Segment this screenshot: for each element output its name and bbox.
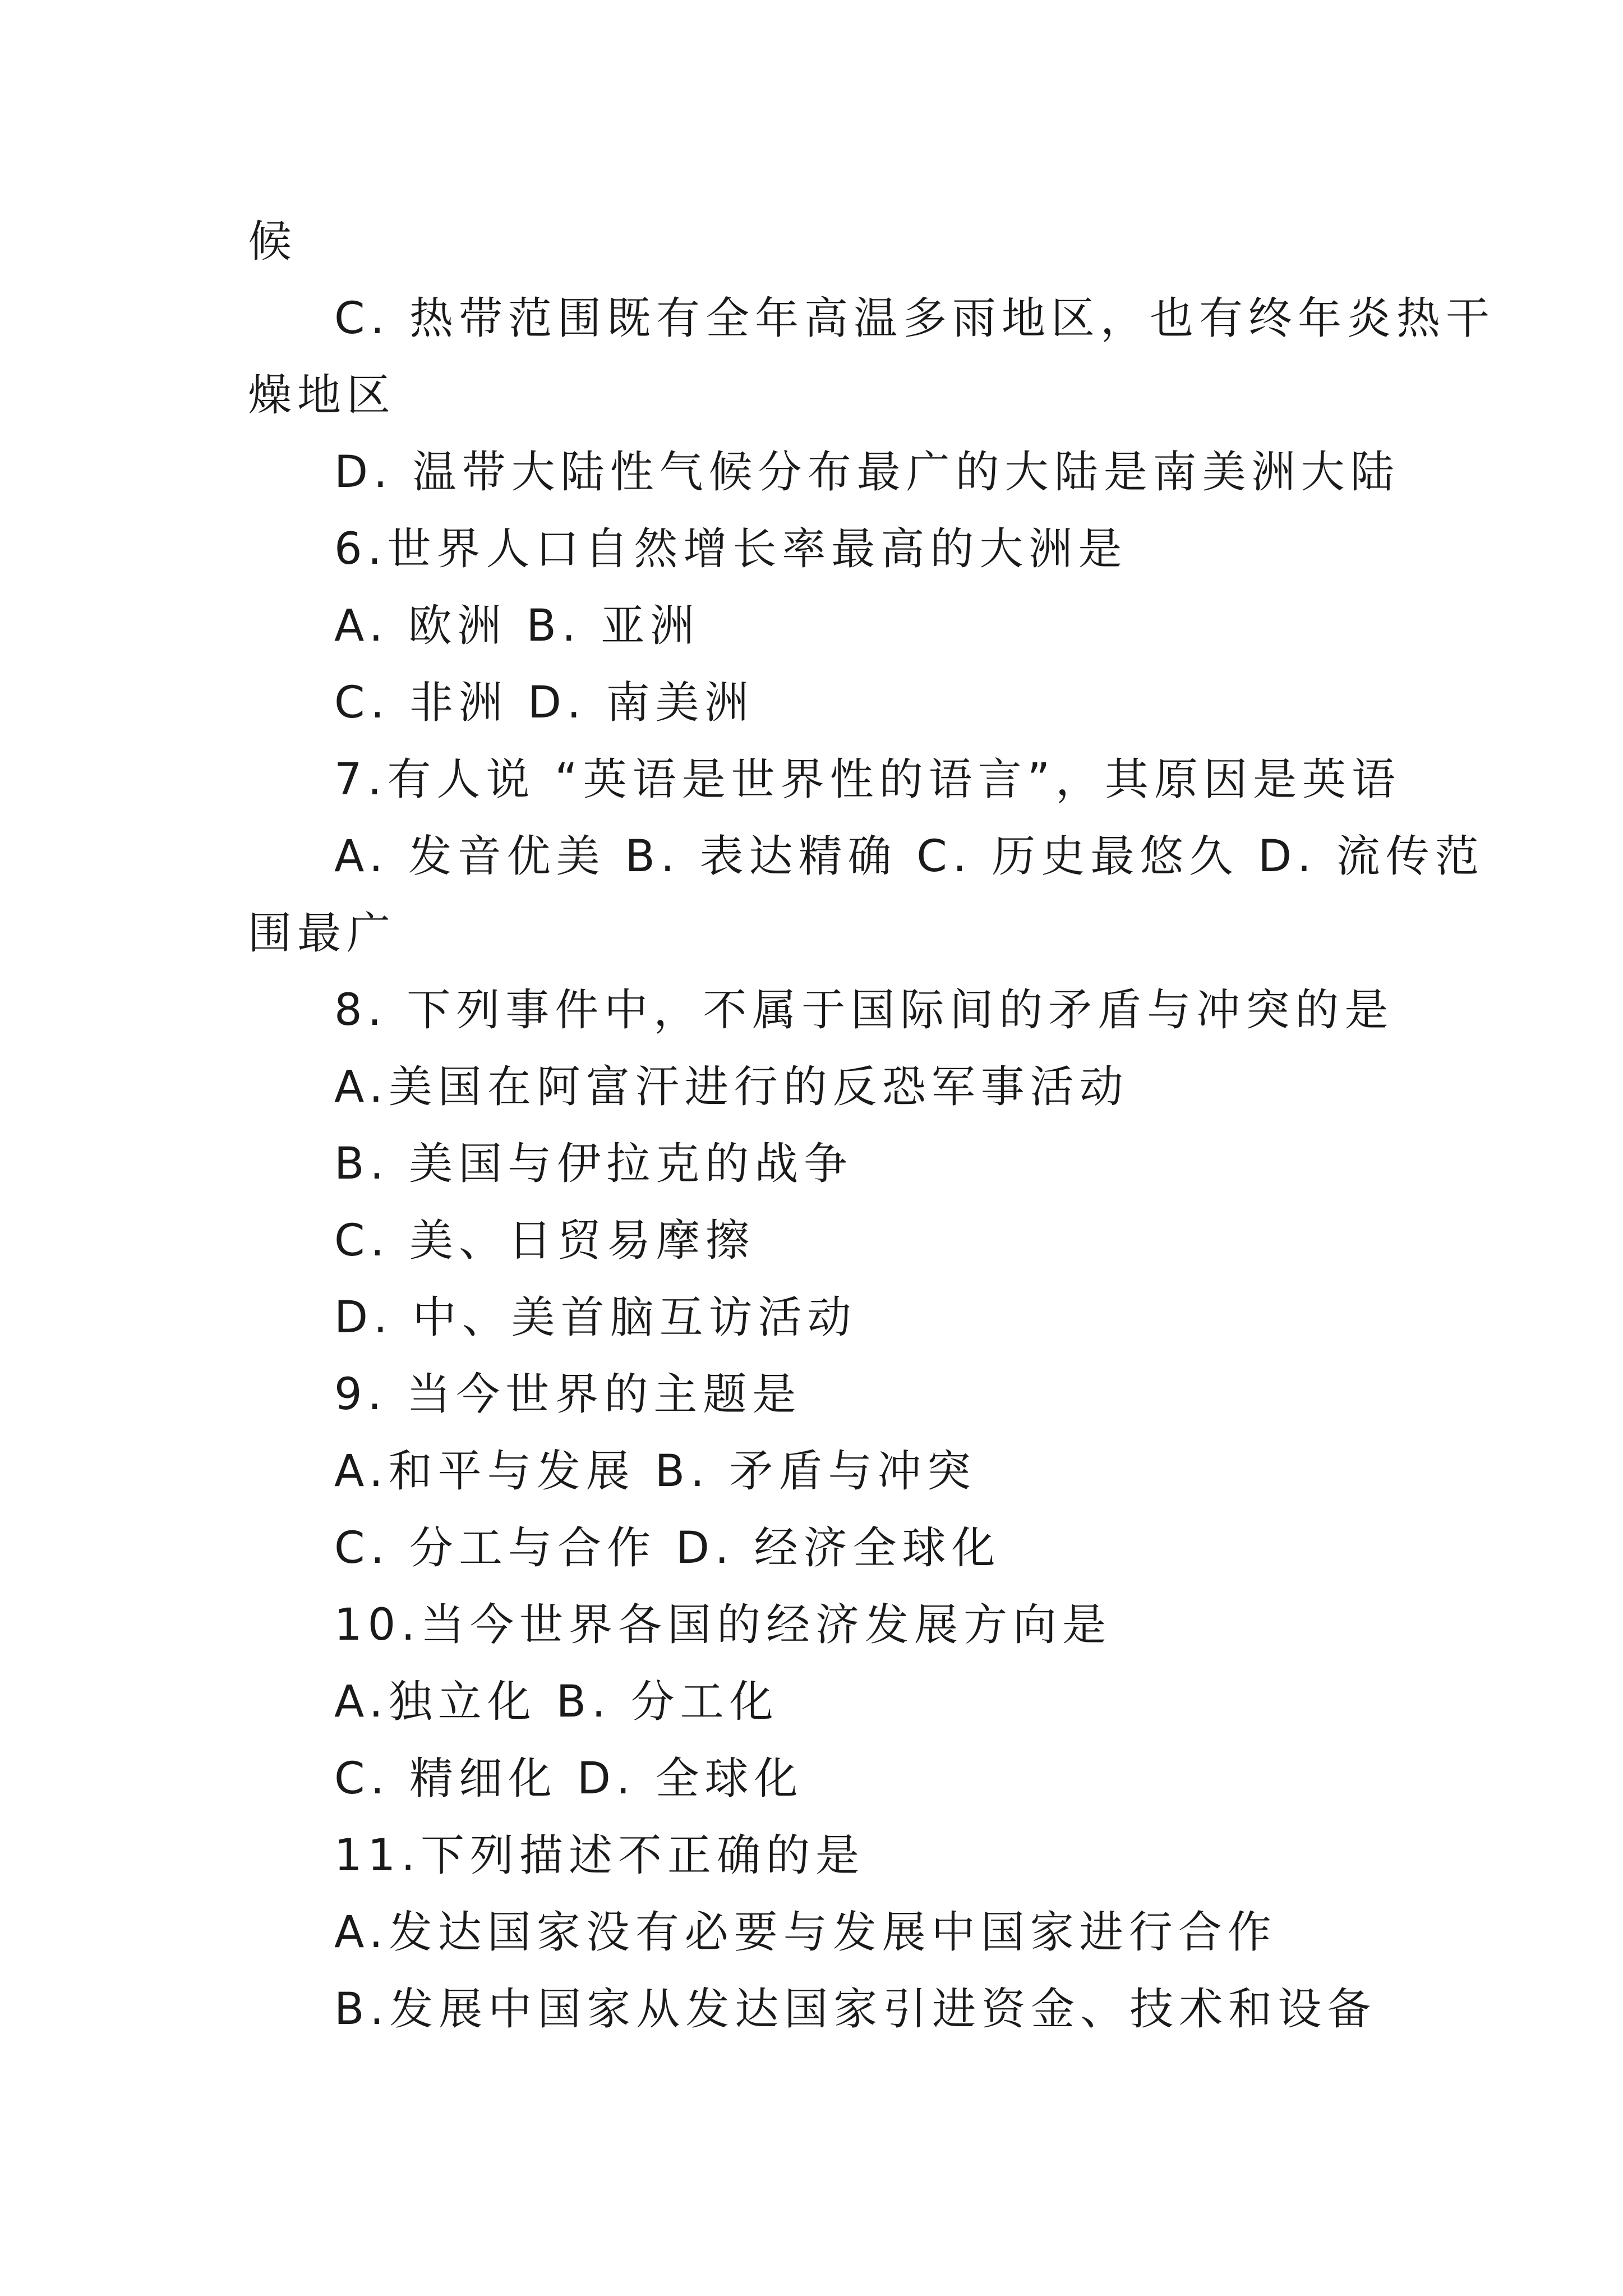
- text-line: C. 非洲 D. 南美洲: [334, 678, 754, 728]
- text-line: C. 分工与合作 D. 经济全球化: [334, 1523, 1001, 1573]
- text-line: 6.世界人口自然增长率最高的大洲是: [334, 524, 1128, 574]
- text-line: 11.下列描述不正确的是: [334, 1830, 865, 1881]
- text-line: A.和平与发展 B. 矛盾与冲突: [334, 1446, 976, 1497]
- text-line: 围最广: [248, 908, 396, 959]
- text-line: C. 美、日贸易摩擦: [334, 1216, 755, 1266]
- text-line: B.发展中国家从发达国家引进资金、技术和设备: [334, 1984, 1377, 2035]
- text-line: 10.当今世界各国的经济发展方向是: [334, 1600, 1112, 1650]
- text-line: 燥地区: [248, 370, 396, 421]
- text-line: A.美国在阿富汗进行的反恐军事活动: [334, 1062, 1129, 1112]
- text-line: D. 温带大陆性气候分布最广的大陆是南美洲大陆: [334, 447, 1400, 498]
- text-line: 9. 当今世界的主题是: [334, 1369, 802, 1420]
- text-line: 候: [248, 217, 298, 267]
- text-line: A. 欧洲 B. 亚洲: [334, 601, 700, 651]
- text-line: 8. 下列事件中，不属于国际间的矛盾与冲突的是: [334, 985, 1394, 1036]
- text-line: B. 美国与伊拉克的战争: [334, 1139, 854, 1189]
- text-line: A.发达国家没有必要与发展中国家进行合作: [334, 1907, 1277, 1958]
- text-line: C. 精细化 D. 全球化: [334, 1754, 804, 1804]
- text-line: C. 热带范围既有全年高温多雨地区，也有终年炎热干: [334, 293, 1496, 344]
- text-line: 7.有人说 “英语是世界性的语言”，其原因是英语: [334, 754, 1401, 805]
- text-line: A.独立化 B. 分工化: [334, 1677, 779, 1727]
- text-line: A. 发音优美 B. 表达精确 C. 历史最悠久 D. 流传范: [334, 831, 1484, 882]
- text-line: D. 中、美首脑互访活动: [334, 1292, 857, 1343]
